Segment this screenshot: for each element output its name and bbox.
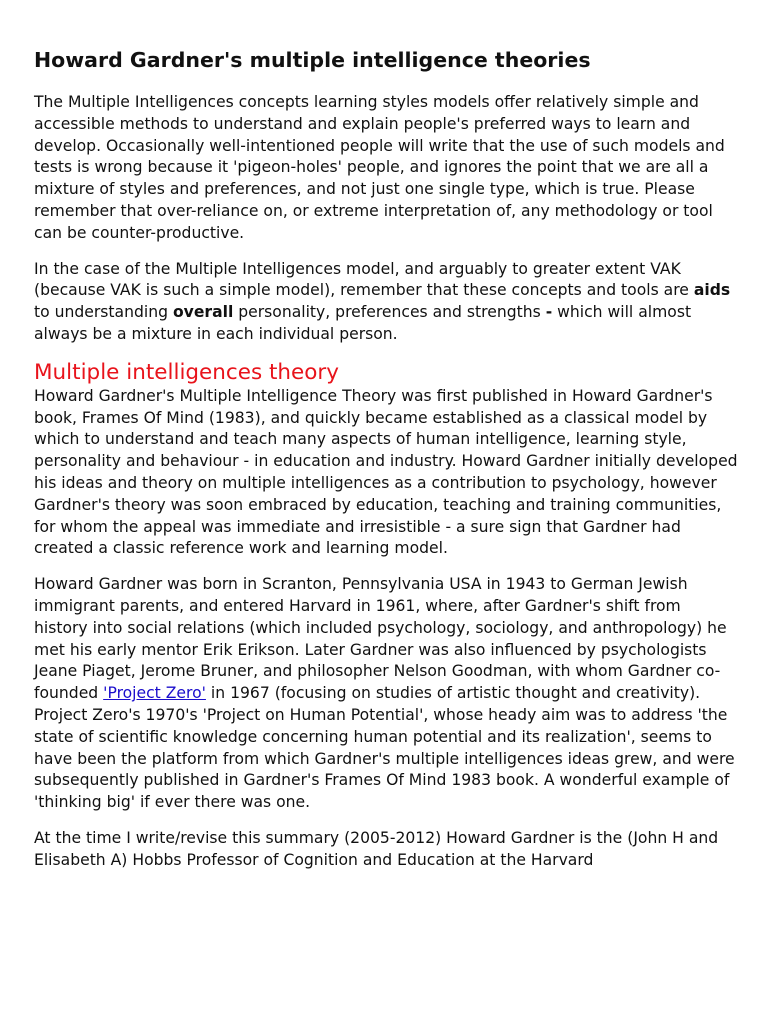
intro-paragraph-1: The Multiple Intelligences concepts learning styles models offer relatively simple and accessible methods to understand and explain people's preferred ways to learn and develop. Occasionally well-intentioned people will write that the use of such models and tests is wrong because it 'pigeon-holes' people, and ignores the point that we are all a mixture of styles and preferences, and not just one single type, which is true. Please remember that over-reliance on, or extreme interpretation of, any methodology or tool can be counter-productive. [34, 93, 725, 242]
section-p2-text-before: Howard Gardner was born in Scranton, Pennsylvania USA in 1943 to German Jewish immigrant parents, and entered Harvard in 1961, where, after Gardner's shift from history into social relations (which included psychology, sociology, and anthropology) he met his early mentor Erik Erikson. Later Gardner was also influenced by psychologists Jeane Piaget, Jerome Bruner, and philosopher Nelson Goodman, with whom Gardner co-founded [34, 575, 727, 703]
page-title: Howard Gardner's multiple intelligence theories [34, 48, 591, 72]
intro-p2-bold-overall: overall [172, 303, 234, 322]
section-paragraph-3: At the time I write/revise this summary (2005-2012) Howard Gardner is the (John H and Elisabeth A) Hobbs Professor of Cognition and Education at the Harvard [34, 828, 719, 869]
intro-p2-text-a: In the case of the Multiple Intelligences model, and arguably to greater extent VAK (because VAK is such a simple model), remember that these concepts and tools are [34, 259, 694, 300]
intro-p2-bold-aids: aids [693, 281, 731, 300]
project-zero-link[interactable]: 'Project Zero' [103, 684, 206, 703]
section-paragraph-1: Howard Gardner's Multiple Intelligence Theory was first published in Howard Gardner's book, Frames Of Mind (1983), and quickly became established as a classical model by which to understand and teach many aspects of human intelligence, learning style, personality and behaviour - in education and industry. Howard Gardner initially developed his ideas and theory on multiple intelligences as a contribution to psychology, however Gardner's theory was soon embraced by education, teaching and training communities, for whom the appeal was immediate and irresistible - a sure sign that Gardner had created a classic reference work and learning model. [34, 386, 738, 558]
intro-p2-bold-dash: - [545, 303, 553, 322]
intro-p2-text-b: to understanding [34, 303, 173, 322]
intro-p2-text-c: personality, preferences and strengths [233, 303, 546, 322]
intro-p2-text-d: which will almost always be a mixture in each individual person. [34, 303, 692, 343]
section-paragraph-2 [34, 574, 738, 814]
section-p2-text-after: in 1967 (focusing on studies of artistic thought and creativity). Project Zero's 1970's 'Project on Human Potential', whose heady aim was to address 'the state of scientific knowledge concerning human potential and its realization', seems to have been the platform from which Gardner's multiple intelligences ideas grew, and were subsequently published in Gardner's Frames Of Mind 1983 book. A wonderful example of 'thinking big' if ever there was one. [34, 684, 735, 812]
document-page [34, 46, 738, 886]
section-heading: Multiple intelligences theory [34, 359, 339, 385]
intro-paragraph-2 [34, 259, 738, 346]
